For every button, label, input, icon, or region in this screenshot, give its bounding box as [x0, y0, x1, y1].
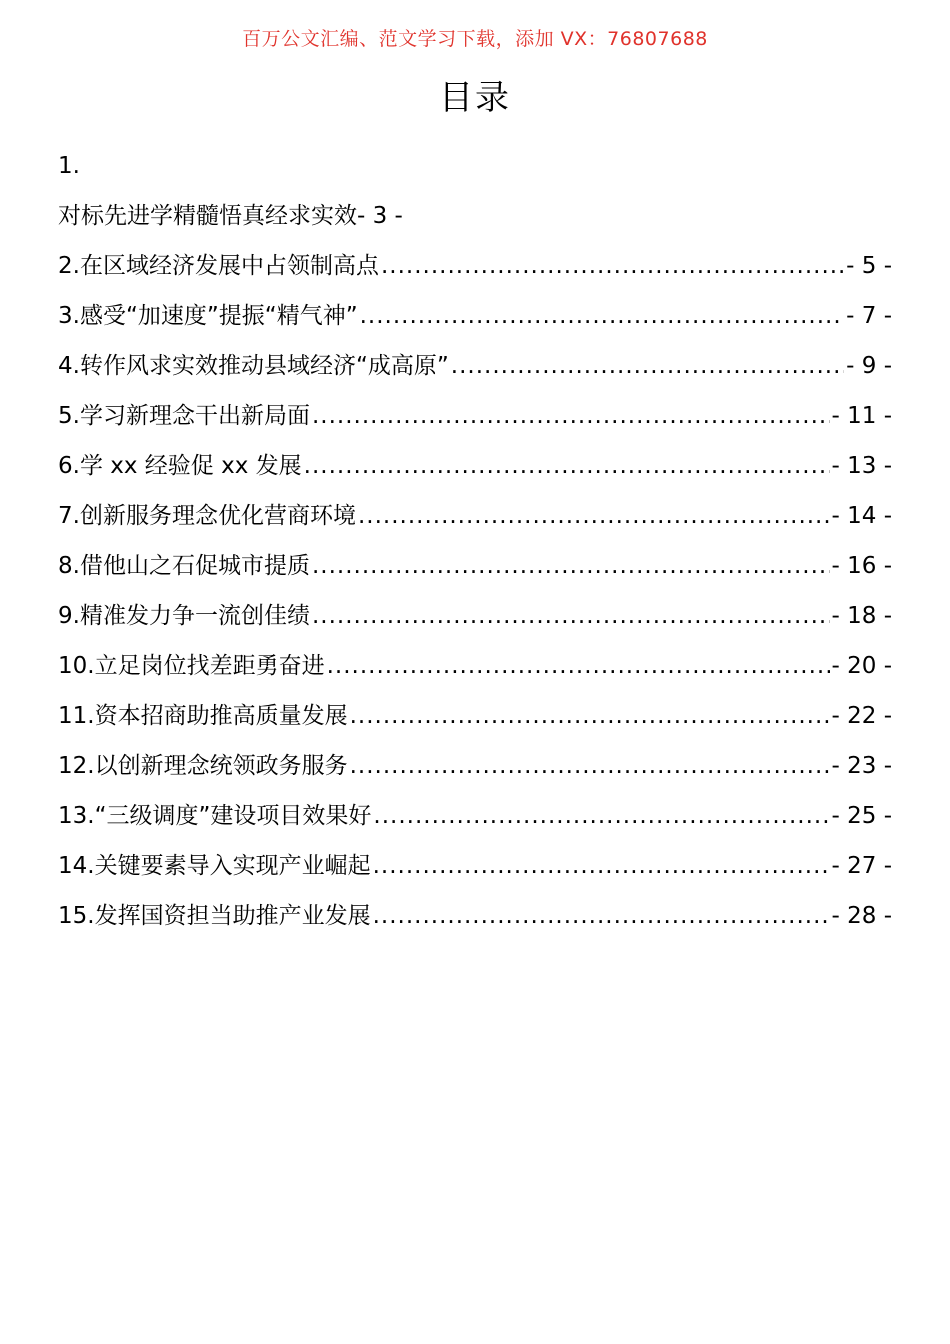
toc-entry-label: 9.精准发力争一流创佳绩 — [58, 603, 310, 629]
toc-leader-dots — [327, 646, 830, 686]
toc-entry[interactable] — [58, 846, 892, 896]
toc-entry[interactable] — [58, 596, 892, 646]
toc-entry[interactable] — [58, 496, 892, 546]
toc-entry-page: - 16 - — [831, 553, 892, 579]
toc-leader-dots — [373, 796, 829, 836]
toc-entry[interactable] — [58, 296, 892, 346]
toc-leader-dots — [304, 446, 830, 486]
table-of-contents — [58, 146, 892, 946]
toc-leader-dots — [451, 346, 844, 386]
toc-entry-label: 13.“三级调度”建设项目效果好 — [58, 803, 372, 829]
toc-entry-label: 11.资本招商助推高质量发展 — [58, 703, 348, 729]
toc-entry[interactable] — [58, 646, 892, 696]
toc-leader-dots — [381, 246, 844, 286]
toc-entry-page: - 18 - — [831, 603, 892, 629]
toc-leader-dots — [312, 596, 830, 636]
toc-entry-label: 6.学 xx 经验促 xx 发展 — [58, 453, 302, 479]
toc-entry-page: - 14 - — [831, 503, 892, 529]
toc-entry[interactable] — [58, 446, 892, 496]
toc-entry-page: - 22 - — [831, 703, 892, 729]
toc-leader-dots — [312, 396, 830, 436]
toc-first-number: 1. — [58, 153, 80, 179]
toc-entry-page: - 27 - — [831, 853, 892, 879]
toc-leader-dots — [373, 896, 830, 936]
toc-entry[interactable] — [58, 346, 892, 396]
toc-leader-dots — [358, 496, 830, 536]
toc-entry-label: 3.感受“加速度”提振“精气神” — [58, 303, 358, 329]
toc-leader-dots — [350, 696, 830, 736]
toc-leader-dots — [373, 846, 830, 886]
toc-entry[interactable] — [58, 246, 892, 296]
toc-entry[interactable] — [58, 796, 892, 846]
toc-entry-label: 2.在区域经济发展中占领制高点 — [58, 253, 379, 279]
toc-entry[interactable] — [58, 396, 892, 446]
toc-entry-page: - 7 - — [846, 303, 892, 329]
toc-entry-page: - 23 - — [831, 753, 892, 779]
toc-entry-page: - 13 - — [831, 453, 892, 479]
toc-entry-label: 10.立足岗位找差距勇奋进 — [58, 653, 325, 679]
toc-entry-page: - 28 - — [831, 903, 892, 929]
toc-entry[interactable] — [58, 696, 892, 746]
watermark-banner: 百万公文汇编、范文学习下载，添加 VX：76807688 — [242, 28, 708, 50]
toc-entry-label: 15.发挥国资担当助推产业发展 — [58, 903, 371, 929]
toc-entry-label: 4.转作风求实效推动县域经济“成高原” — [58, 353, 449, 379]
toc-entry-label: 12.以创新理念统领政务服务 — [58, 753, 348, 779]
toc-entry[interactable] — [58, 546, 892, 596]
toc-entry-label: 7.创新服务理念优化营商环境 — [58, 503, 356, 529]
toc-entry-page: - 5 - — [846, 253, 892, 279]
toc-entry[interactable] — [58, 896, 892, 946]
page-title: 目录 — [439, 78, 511, 118]
toc-leader-dots — [360, 296, 845, 336]
toc-entry-label: 14.关键要素导入实现产业崛起 — [58, 853, 371, 879]
toc-leader-dots — [350, 746, 830, 786]
toc-entry-page: - 20 - — [831, 653, 892, 679]
toc-entry-label: 8.借他山之石促城市提质 — [58, 553, 310, 579]
toc-entry-label: 5.学习新理念干出新局面 — [58, 403, 310, 429]
toc-first-entry[interactable]: 对标先进学精髓悟真经求实效- 3 - — [58, 203, 403, 229]
toc-entry-page: - 9 - — [846, 353, 892, 379]
toc-entry[interactable] — [58, 746, 892, 796]
toc-leader-dots — [312, 546, 830, 586]
toc-entry-page: - 25 - — [831, 803, 892, 829]
toc-entry-page: - 11 - — [831, 403, 892, 429]
